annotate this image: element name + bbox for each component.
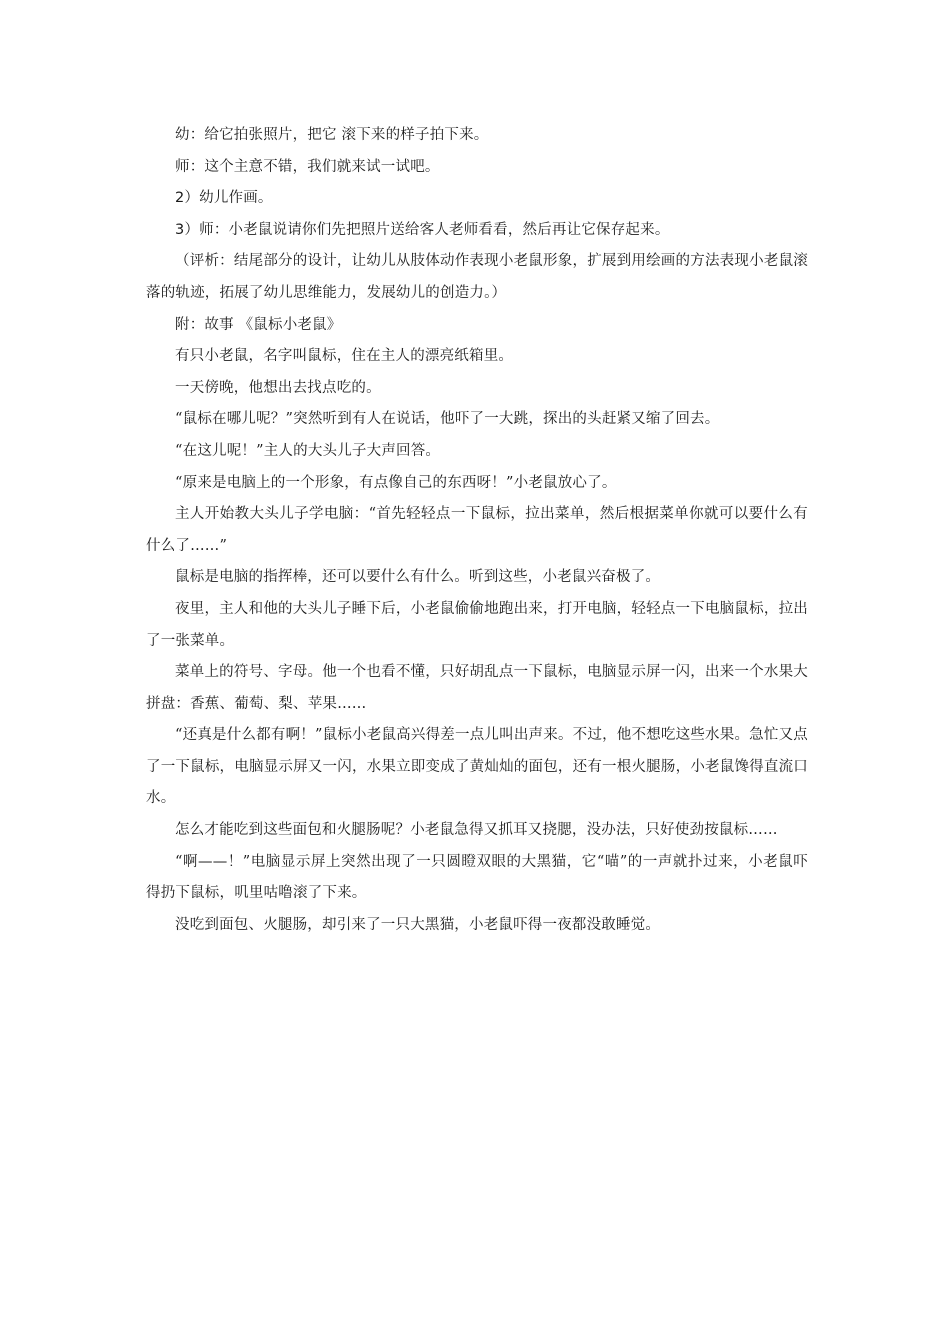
story-paragraph: “还真是什么都有啊！”鼠标小老鼠高兴得差一点儿叫出声来。不过，他不想吃这些水果。急忙又点了一下鼠标，电脑显示屏又一闪，水果立即变成了黄灿灿的面包，还有一根火腿肠，小老鼠馋得直流口水。 bbox=[146, 727, 808, 807]
paragraph-dialogue-child: 幼：给它拍张照片，把它 滚下来的样子拍下来。 bbox=[175, 127, 489, 143]
story-paragraph: 鼠标是电脑的指挥棒，还可以要什么有什么。听到这些，小老鼠兴奋极了。 bbox=[175, 569, 661, 586]
paragraph-step-2 bbox=[146, 183, 808, 215]
story-paragraph: 一天傍晚，他想出去找点吃的。 bbox=[175, 379, 381, 396]
story-paragraph: 夜里，主人和他的大头儿子睡下后，小老鼠偷偷地跑出来，打开电脑，轻轻点一下电脑鼠标，拉出了一张菜单。 bbox=[146, 600, 808, 649]
paragraph-evaluation: （评析：结尾部分的设计，让幼儿从肢体动作表现小老鼠形象，扩展到用绘画的方法表现小老鼠滚落的轨迹，拓展了幼儿思维能力，发展幼儿的创造力。） bbox=[146, 253, 808, 301]
story-paragraph: “啊——！”电脑显示屏上突然出现了一只圆瞪双眼的大黑猫，它“喵”的一声就扑过来，小老鼠吓得扔下鼠标，叽里咕噜滚了下来。 bbox=[146, 853, 808, 902]
step-number: 3 bbox=[175, 221, 185, 238]
step-text: ）幼儿作画。 bbox=[184, 190, 273, 207]
story-paragraph: 没吃到面包、火腿肠，却引来了一只大黑猫，小老鼠吓得一夜都没敢睡觉。 bbox=[175, 916, 661, 933]
step-number: 2 bbox=[175, 190, 185, 207]
story-paragraph: 主人开始教大头儿子学电脑：“首先轻轻点一下鼠标，拉出菜单，然后根据菜单你就可以要什么有什么了……” bbox=[146, 506, 808, 554]
story-paragraph: “在这儿呢！”主人的大头儿子大声回答。 bbox=[175, 442, 441, 459]
paragraph-dialogue-teacher: 师：这个主意不错，我们就来试一试吧。 bbox=[175, 158, 440, 175]
document-body bbox=[146, 120, 808, 941]
story-paragraph: “鼠标在哪儿呢？”突然听到有人在说话，他吓了一大跳，探出的头赶紧又缩了回去。 bbox=[175, 411, 720, 428]
story-heading: 附：故事 《鼠标小老鼠》 bbox=[175, 316, 342, 333]
story-paragraph: 有只小老鼠，名字叫鼠标，住在主人的漂亮纸箱里。 bbox=[175, 348, 514, 365]
story-paragraph: “原来是电脑上的一个形象，有点像自己的东西呀！”小老鼠放心了。 bbox=[175, 474, 617, 491]
story-paragraph: 怎么才能吃到这些面包和火腿肠呢？小老鼠急得又抓耳又挠腮，没办法，只好使劲按鼠标…… bbox=[175, 822, 778, 839]
step-text: ）师：小老鼠说请你们先把照片送给客人老师看看，然后再让它保存起来。 bbox=[184, 221, 670, 238]
story-paragraph: 菜单上的符号、字母。他一个也看不懂，只好胡乱点一下鼠标，电脑显示屏一闪，出来一个水果大拼盘：香蕉、葡萄、梨、苹果…… bbox=[146, 664, 808, 712]
paragraph-step-3 bbox=[146, 215, 808, 247]
